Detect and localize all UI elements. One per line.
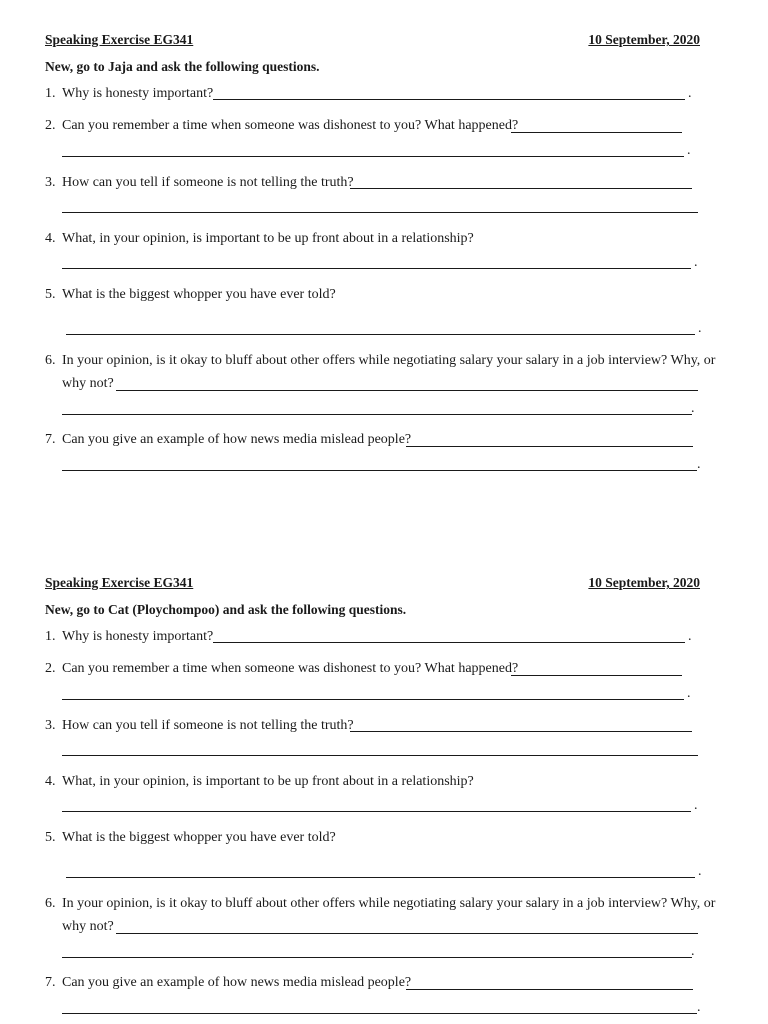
answer-blank[interactable]: [62, 1013, 697, 1014]
question-number: 6.: [45, 896, 56, 911]
question-text: Can you remember a time when someone was dishonest to you? What happened?: [62, 118, 519, 133]
period-mark: .: [694, 798, 698, 813]
instruction-text: New, go to Jaja and ask the following questions.: [45, 59, 320, 74]
question-number: 2.: [45, 118, 56, 133]
question-text: What, in your opinion, is important to be up front about in a relationship?: [62, 774, 474, 789]
question-text: What is the biggest whopper you have ever told?: [62, 287, 336, 302]
answer-blank[interactable]: [116, 390, 698, 391]
exercise-title: Speaking Exercise EG341: [45, 32, 194, 47]
question-number: 5.: [45, 287, 56, 302]
answer-blank[interactable]: [511, 675, 682, 676]
period-mark: .: [688, 629, 692, 644]
answer-blank[interactable]: [350, 188, 692, 189]
period-mark: .: [687, 143, 691, 158]
question-number: 4.: [45, 231, 56, 246]
answer-blank[interactable]: [62, 212, 698, 213]
question-number: 2.: [45, 661, 56, 676]
question-text-continued: why not?: [62, 919, 114, 934]
question-text: In your opinion, is it okay to bluff about other offers while negotiating salary your salary in a job interview? Why, or: [62, 353, 716, 368]
answer-blank[interactable]: [62, 957, 692, 958]
question-number: 3.: [45, 718, 56, 733]
period-mark: .: [687, 686, 691, 701]
question-text: Why is honesty important?: [62, 629, 214, 644]
answer-blank[interactable]: [62, 156, 684, 157]
answer-blank[interactable]: [62, 470, 697, 471]
question-text-continued: why not?: [62, 376, 114, 391]
question-text: What, in your opinion, is important to be up front about in a relationship?: [62, 231, 474, 246]
question-text: Can you remember a time when someone was dishonest to you? What happened?: [62, 661, 519, 676]
question-text: How can you tell if someone is not telling the truth?: [62, 175, 354, 190]
answer-blank[interactable]: [350, 731, 692, 732]
instruction-text: New, go to Cat (Ploychompoo) and ask the following questions.: [45, 602, 407, 617]
question-text: Can you give an example of how news media mislead people?: [62, 975, 412, 990]
exercise-title: Speaking Exercise EG341: [45, 575, 194, 590]
question-text: Why is honesty important?: [62, 86, 214, 101]
exercise-date: 10 September, 2020: [588, 32, 700, 47]
answer-blank[interactable]: [511, 132, 682, 133]
question-number: 6.: [45, 353, 56, 368]
question-number: 1.: [45, 629, 56, 644]
question-number: 1.: [45, 86, 56, 101]
period-mark: .: [691, 944, 695, 959]
answer-blank[interactable]: [62, 414, 692, 415]
period-mark: .: [697, 457, 701, 472]
answer-blank[interactable]: [406, 446, 693, 447]
question-number: 4.: [45, 774, 56, 789]
period-mark: .: [698, 321, 702, 336]
question-number: 7.: [45, 975, 56, 990]
answer-blank[interactable]: [62, 755, 698, 756]
question-number: 5.: [45, 830, 56, 845]
answer-blank[interactable]: [66, 877, 695, 878]
answer-blank[interactable]: [213, 99, 685, 100]
answer-blank[interactable]: [62, 699, 684, 700]
answer-blank[interactable]: [406, 989, 693, 990]
exercise-date: 10 September, 2020: [588, 575, 700, 590]
period-mark: .: [697, 1000, 701, 1015]
question-number: 7.: [45, 432, 56, 447]
answer-blank[interactable]: [66, 334, 695, 335]
period-mark: .: [691, 401, 695, 416]
period-mark: .: [694, 255, 698, 270]
answer-blank[interactable]: [213, 642, 685, 643]
answer-blank[interactable]: [62, 268, 691, 269]
question-number: 3.: [45, 175, 56, 190]
answer-blank[interactable]: [62, 811, 691, 812]
question-text: In your opinion, is it okay to bluff about other offers while negotiating salary your salary in a job interview? Why, or: [62, 896, 716, 911]
period-mark: .: [698, 864, 702, 879]
answer-blank[interactable]: [116, 933, 698, 934]
question-text: What is the biggest whopper you have ever told?: [62, 830, 336, 845]
question-text: How can you tell if someone is not telling the truth?: [62, 718, 354, 733]
question-text: Can you give an example of how news media mislead people?: [62, 432, 412, 447]
period-mark: .: [688, 86, 692, 101]
